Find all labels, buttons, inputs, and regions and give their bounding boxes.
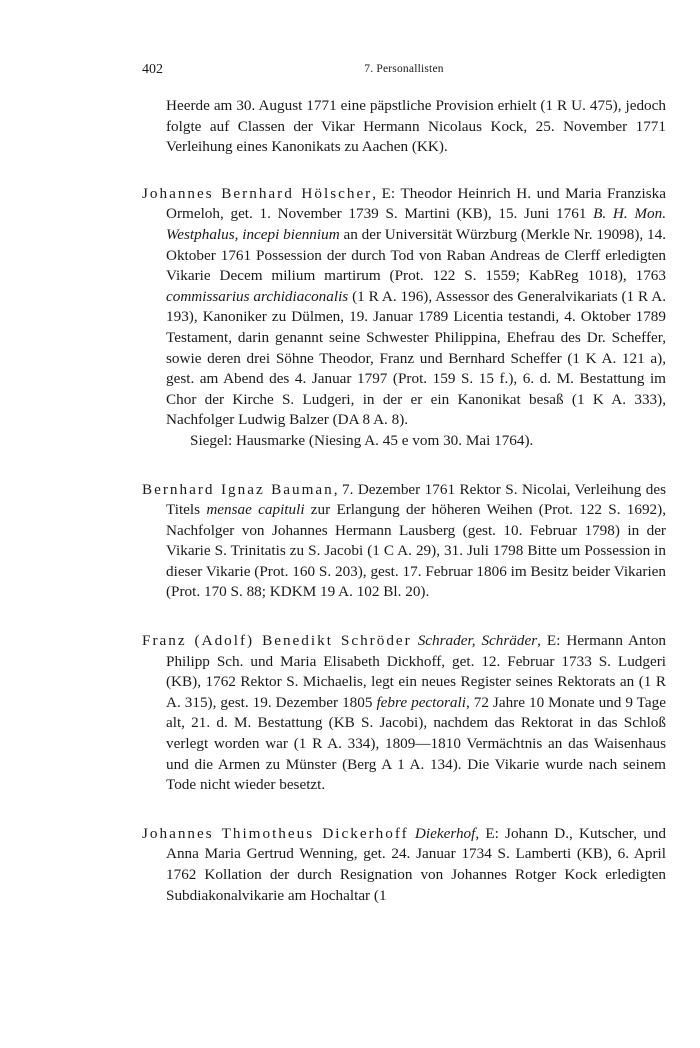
entry-text: , 7. Dezember 1761 Rektor S. Nicolai, Verleihung des Titels [166,480,666,519]
entry-siegel: Siegel: Hausmarke (Niesing A. 45 e vom 30. Mai 1764). [190,431,534,449]
entry-italic: commissarius archidiaconalis [166,287,349,305]
running-head: 7. Personallisten [364,63,444,75]
entry-hoelscher [142,184,666,452]
entry-name: Johannes Thimotheus Dickerhoff [142,824,409,842]
entry-text: , E: Theodor Heinrich H. und Maria Franziska Ormeloh, get. 1. November 1739 S. Martini (KB), 15. Juni 1761 [166,184,666,223]
entry-text: (1 R A. 196), Assessor des Generalvikariats (1 R A. 193), Kanoniker zu Dülmen, 19. Januar 1789 Licentia testandi, 4. Oktober 1789 Testament, darin genannt seine Schwester Philippina, Ehefrau des Dr. Scheffer, sowie deren drei Söhne Theodor, Franz und Bernhard Scheffer (1 K A. 121 a), gest. am Abend des 4. Januar 1797 (Prot. 159 S. 15 f.), 6. d. M. Bestattung im Chor der Kirche S. Ludgeri, in der er ein Kanonikat besaß (1 K A. 333), Nachfolger Ludwig Balzer (DA 8 A. 8). [166,287,666,429]
entry-schroeder [142,631,666,796]
entry-name-variants: Schrader, Schräder [417,632,538,650]
entry-italic: febre pectorali [376,693,466,711]
entry-text: , E: Johann D., Kutscher, und Anna Maria Gertrud Wenning, get. 24. Januar 1734 S. Lamberti (KB), 6. April 1762 Kollation der durch Resignation von Johannes Rotger Kock erledigten Subdiakonalvikarie am Hochaltar (1 [166,824,667,904]
entry-italic: mensae capituli [206,501,305,519]
entry-name: Bernhard Ignaz Bauman [142,480,334,498]
continuation-paragraph: Heerde am 30. August 1771 eine päpstliche Provision erhielt (1 R U. 475), jedoch folgte auf Classen der Vikar Hermann Nicolaus Kock, 25. November 1771 Verleihung eines Kanonikats zu Aachen (KK). [166,97,666,156]
entry-name: Franz (Adolf) Benedikt Schröder [142,632,412,650]
entry-text: an der Universität Würzburg (Merkle Nr. 19098), 14. Oktober 1761 Possession der durch Tod von Raban Andreas de Clerff erledigten Vikarie Decem milium martirum (Prot. 122 S. 1559; KabReg 1018), 1763 [166,225,667,285]
entry-name-variants: Diekerhof [414,824,476,842]
entry-text: , E: Hermann Anton Philipp Sch. und Maria Elisabeth Dickhoff, get. 12. Februar 1733 S. Ludgeri (KB), 1762 Rektor S. Michaelis, legt ein neues Register seines Rektorats an (1 R A. 315), gest. 19. Dezember 1805 [166,632,667,711]
entry-bauman [142,480,666,604]
entry-dickerhoff [142,824,666,906]
page-header [142,62,666,82]
entry-text: zur Erlangung der höheren Weihen (Prot. 122 S. 1692), Nachfolger von Johannes Hermann Lausberg (gest. 10. Februar 1798) in der Vikarie S. Trinitatis zu S. Jacobi (1 C A. 29), 31. Juli 1798 Bitte um Possession in dieser Vikarie (Prot. 160 S. 203), gest. 17. Februar 1806 im Besitz beider Vikarien (Prot. 170 S. 88; KDKM 19 A. 102 Bl. 20). [166,501,667,601]
entry-text: , 72 Jahre 10 Monate und 9 Tage alt, 21. d. M. Bestattung (KB S. Jacobi), nachdem das Rektorat in das Schloß verlegt worden war (1 R A. 334), 1809—1810 Vermächtnis an das Waisenhaus und die Armen zu Münster (Berg A 1 A. 134). Die Vikarie wurde nach seinem Tode nicht wieder besetzt. [166,693,666,794]
page-body [142,96,666,934]
entry-italic: B. H. Mon. Westphalus, incepi biennium [166,205,666,243]
page-number: 402 [142,62,163,77]
entry-name: Johannes Bernhard Hölscher [142,184,373,202]
